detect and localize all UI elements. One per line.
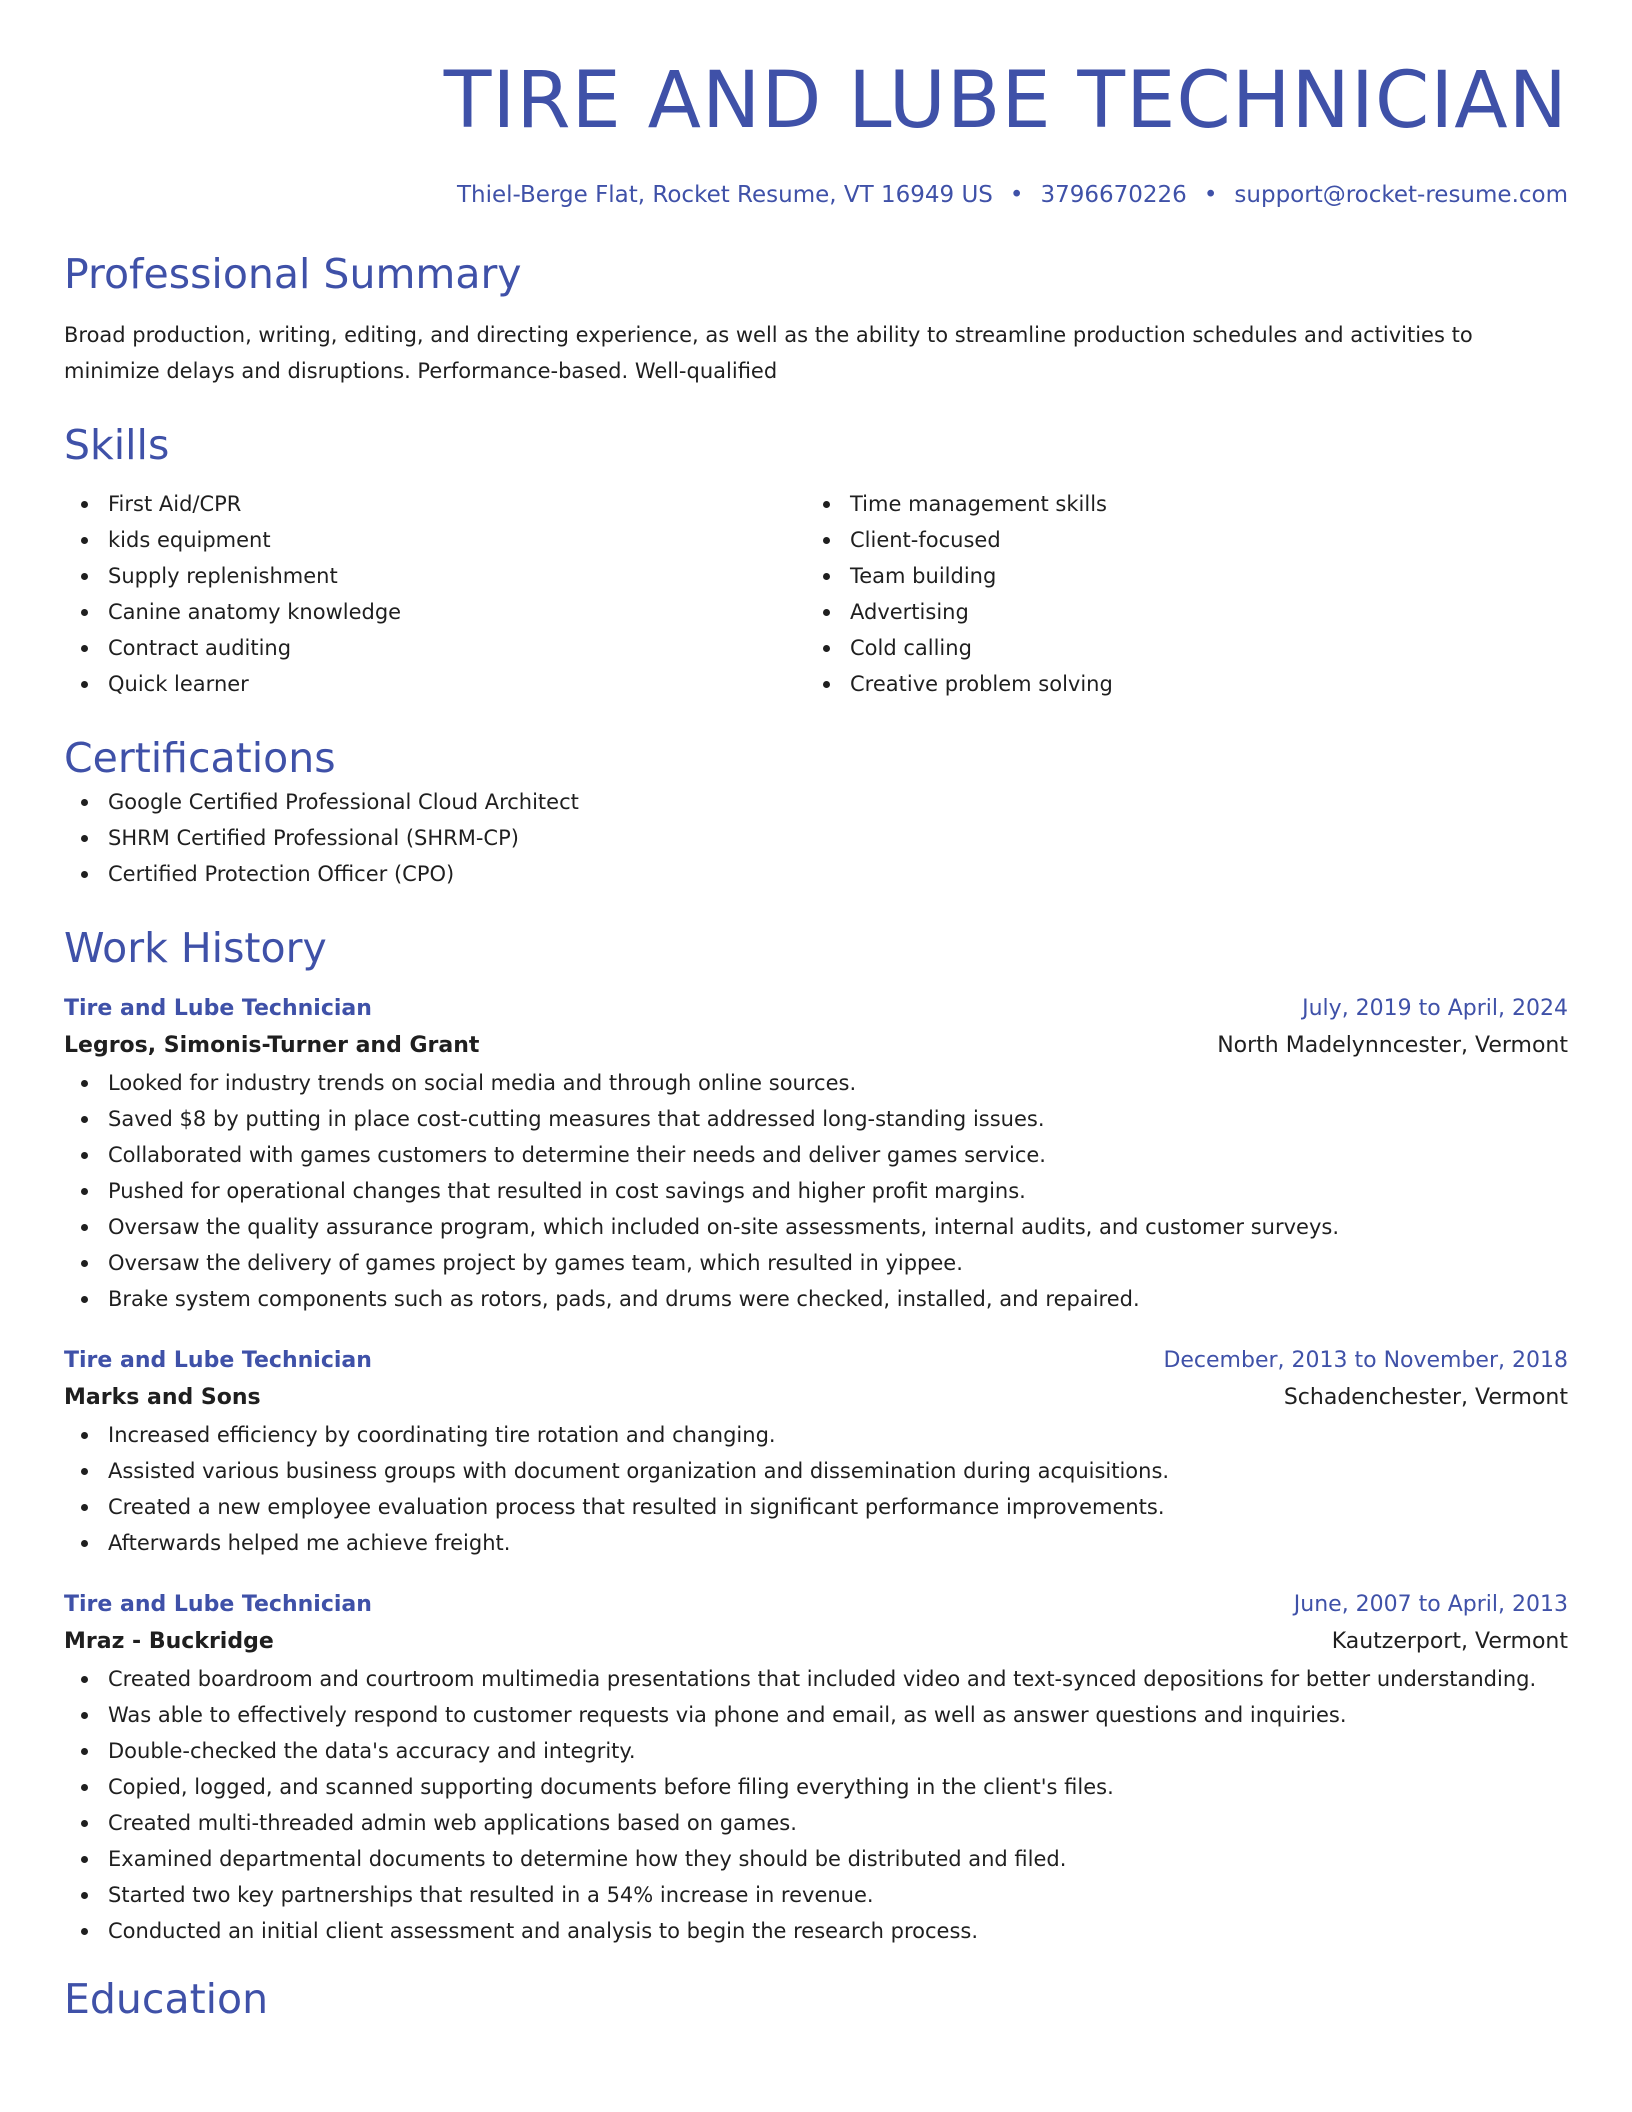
job-title-row bbox=[64, 1587, 1568, 1623]
job-bullet: Conducted an initial client assessment and analysis to begin the research process. bbox=[64, 1913, 1568, 1949]
job-company: Marks and Sons bbox=[64, 1384, 261, 1410]
job-dates: December, 2013 to November, 2018 bbox=[1163, 1347, 1568, 1373]
resume-page bbox=[64, 0, 1568, 2024]
job-bullet: Collaborated with games customers to determine their needs and deliver games service. bbox=[64, 1137, 1568, 1173]
job-dates: June, 2007 to April, 2013 bbox=[1293, 1591, 1568, 1617]
job-bullets bbox=[64, 1065, 1568, 1317]
skill-item: First Aid/CPR bbox=[64, 486, 806, 522]
job-location: North Madelynncester, Vermont bbox=[1217, 1032, 1568, 1058]
job-bullet: Looked for industry trends on social media and through online sources. bbox=[64, 1065, 1568, 1101]
contact-separator: • bbox=[1203, 182, 1218, 208]
job-bullet: Created multi-threaded admin web applications based on games. bbox=[64, 1805, 1568, 1841]
job-entry bbox=[64, 991, 1568, 1317]
job-bullet: Brake system components such as rotors, pads, and drums were checked, installed, and repaired. bbox=[64, 1281, 1568, 1317]
job-location: Kautzerport, Vermont bbox=[1331, 1628, 1568, 1654]
job-title: Tire and Lube Technician bbox=[64, 1591, 372, 1617]
job-bullet: Created a new employee evaluation process that resulted in significant performance improvements. bbox=[64, 1489, 1568, 1525]
certification-item: SHRM Certified Professional (SHRM-CP) bbox=[64, 820, 1568, 856]
skill-item: kids equipment bbox=[64, 522, 806, 558]
job-title: Tire and Lube Technician bbox=[64, 1347, 372, 1373]
job-bullet: Afterwards helped me achieve freight. bbox=[64, 1525, 1568, 1561]
skill-item: Creative problem solving bbox=[806, 666, 1548, 702]
skill-item: Supply replenishment bbox=[64, 558, 806, 594]
job-company-row bbox=[64, 1379, 1568, 1417]
skill-item: Quick learner bbox=[64, 666, 806, 702]
job-bullet: Oversaw the quality assurance program, which included on-site assessments, internal audits, and customer surveys. bbox=[64, 1209, 1568, 1245]
skill-item: Client-focused bbox=[806, 522, 1548, 558]
contact-address: Thiel-Berge Flat, Rocket Resume, VT 16949 US bbox=[456, 182, 993, 208]
job-title-row bbox=[64, 991, 1568, 1027]
job-company: Legros, Simonis-Turner and Grant bbox=[64, 1032, 480, 1058]
summary-heading: Professional Summary bbox=[64, 250, 522, 298]
job-bullet: Saved $8 by putting in place cost-cutting measures that addressed long-standing issues. bbox=[64, 1101, 1568, 1137]
skill-item: Advertising bbox=[806, 594, 1548, 630]
skill-item: Canine anatomy knowledge bbox=[64, 594, 806, 630]
skill-item: Time management skills bbox=[806, 486, 1548, 522]
job-bullet: Increased efficiency by coordinating tire rotation and changing. bbox=[64, 1417, 1568, 1453]
contact-separator: • bbox=[1009, 182, 1024, 208]
summary-text: Broad production, writing, editing, and directing experience, as well as the ability to streamline production schedules and activities to minimize delays and disruptions. Performance-based. Well-qualified bbox=[64, 323, 1473, 384]
contact-email[interactable]: support@rocket-resume.com bbox=[1234, 182, 1568, 208]
job-bullet: Pushed for operational changes that resulted in cost savings and higher profit margins. bbox=[64, 1173, 1568, 1209]
job-bullet: Examined departmental documents to determine how they should be distributed and filed. bbox=[64, 1841, 1568, 1877]
job-company-row bbox=[64, 1027, 1568, 1065]
job-location: Schadenchester, Vermont bbox=[1283, 1384, 1568, 1410]
certification-item: Google Certified Professional Cloud Architect bbox=[64, 784, 1568, 820]
skill-item: Contract auditing bbox=[64, 630, 806, 666]
job-title: Tire and Lube Technician bbox=[64, 995, 372, 1021]
job-bullet: Double-checked the data's accuracy and integrity. bbox=[64, 1733, 1568, 1769]
job-bullet: Created boardroom and courtroom multimedia presentations that included video and text-synced depositions for better understanding. bbox=[64, 1661, 1568, 1697]
skill-item: Team building bbox=[806, 558, 1548, 594]
skills-grid bbox=[64, 486, 1568, 702]
certifications-heading: Certifications bbox=[64, 734, 336, 783]
job-bullets bbox=[64, 1417, 1568, 1561]
job-bullet: Oversaw the delivery of games project by games team, which resulted in yippee. bbox=[64, 1245, 1568, 1281]
job-company-row bbox=[64, 1623, 1568, 1661]
skills-list-left bbox=[64, 486, 806, 702]
contact-phone[interactable]: 3796670226 bbox=[1040, 182, 1187, 208]
job-bullets bbox=[64, 1661, 1568, 1949]
resume-name: TIRE AND LUBE TECHNICIAN bbox=[443, 56, 1568, 146]
job-company: Mraz - Buckridge bbox=[64, 1628, 274, 1654]
education-heading: Education bbox=[64, 1974, 269, 2023]
job-bullet: Assisted various business groups with document organization and dissemination during acquisitions. bbox=[64, 1453, 1568, 1489]
job-dates: July, 2019 to April, 2024 bbox=[1302, 995, 1568, 1021]
job-entry bbox=[64, 1343, 1568, 1561]
contact-line bbox=[64, 182, 1568, 208]
skills-heading: Skills bbox=[64, 421, 170, 470]
certification-item: Certified Protection Officer (CPO) bbox=[64, 856, 1568, 892]
job-title-row bbox=[64, 1343, 1568, 1379]
job-bullet: Copied, logged, and scanned supporting documents before filing everything in the client's files. bbox=[64, 1769, 1568, 1805]
certifications-list bbox=[64, 784, 1568, 892]
job-entry bbox=[64, 1587, 1568, 1949]
job-bullet: Was able to effectively respond to customer requests via phone and email, as well as answer questions and inquiries. bbox=[64, 1697, 1568, 1733]
skill-item: Cold calling bbox=[806, 630, 1548, 666]
job-bullet: Started two key partnerships that resulted in a 54% increase in revenue. bbox=[64, 1877, 1568, 1913]
work-history-heading: Work History bbox=[64, 923, 327, 972]
skills-list-right bbox=[806, 486, 1548, 702]
